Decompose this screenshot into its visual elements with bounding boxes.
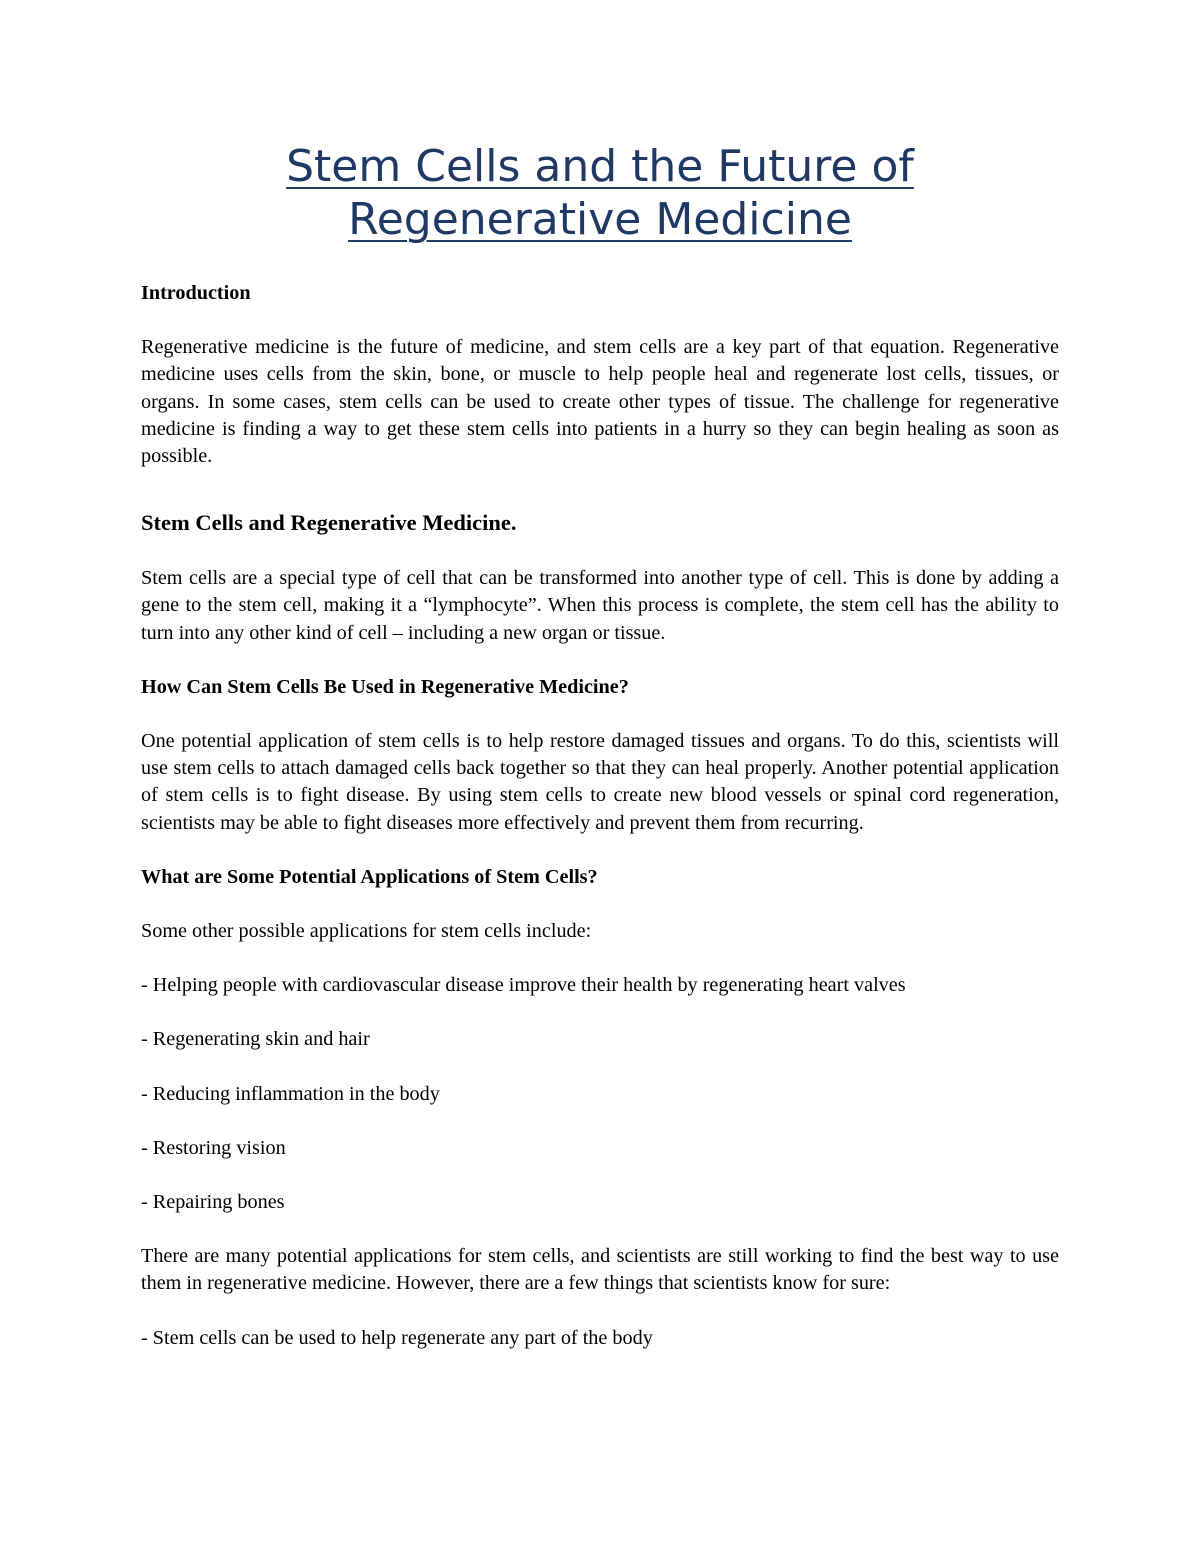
- spacer: [141, 1054, 1059, 1081]
- list-item: - Helping people with cardiovascular disease improve their health by regenerating heart valves: [141, 974, 906, 997]
- spacer: [141, 945, 1059, 972]
- spacer: [141, 647, 1059, 674]
- spacer: [141, 538, 1059, 565]
- section2-paragraph: One potential application of stem cells is to help restore damaged tissues and organs. To do this, scientists will use stem cells to attach damaged cells back together so that they can heal properly. Another potential application of stem cells is to fight disease. By using stem cells to create new blood vessels or spinal cord regeneration, scientists may be able to fight diseases more effectively and prevent them from recurring.: [141, 730, 1059, 834]
- list-item: - Regenerating skin and hair: [141, 1028, 370, 1051]
- spacer: [141, 470, 1059, 508]
- document-body: [141, 280, 1059, 1352]
- list-item: - Stem cells can be used to help regenerate any part of the body: [141, 1326, 653, 1349]
- section1-paragraph: Stem cells are a special type of cell that can be transformed into another type of cell. This is done by adding a gene to the stem cell, making it a “lymphocyte”. When this process is complete, the stem cell has the ability to turn into any other kind of cell – including a new organ or tissue.: [141, 567, 1059, 644]
- spacer: [141, 701, 1059, 728]
- section1-heading: Stem Cells and Regenerative Medicine.: [141, 510, 517, 536]
- spacer: [141, 1108, 1059, 1135]
- list-item: - Restoring vision: [141, 1136, 286, 1159]
- section3-intro: Some other possible applications for stem cells include:: [141, 920, 592, 943]
- closing-paragraph: There are many potential applications for stem cells, and scientists are still working to find the best way to use them in regenerative medicine. However, there are a few things that scientists know for sure:: [141, 1245, 1059, 1295]
- intro-paragraph: Regenerative medicine is the future of medicine, and stem cells are a key part of that equation. Regenerative medicine uses cells from the skin, bone, or muscle to help people heal and regenerate lost cells, tissues, or organs. In some cases, stem cells can be used to create other types of tissue. The challenge for regenerative medicine is finding a way to get these stem cells into patients in a hurry so they can begin healing as soon as possible.: [141, 336, 1059, 468]
- list-item: - Repairing bones: [141, 1191, 285, 1214]
- spacer: [141, 1162, 1059, 1189]
- spacer: [141, 837, 1059, 864]
- intro-heading: Introduction: [141, 282, 251, 304]
- document-title: Stem Cells and the Future of Regenerative Medicine: [286, 141, 914, 245]
- spacer: [141, 1216, 1059, 1243]
- list-item: - Reducing inflammation in the body: [141, 1082, 440, 1105]
- spacer: [141, 999, 1059, 1026]
- spacer: [141, 891, 1059, 918]
- section2-heading: How Can Stem Cells Be Used in Regenerative Medicine?: [141, 675, 629, 698]
- spacer: [141, 1298, 1059, 1325]
- spacer: [141, 307, 1059, 334]
- section3-heading: What are Some Potential Applications of Stem Cells?: [141, 865, 598, 888]
